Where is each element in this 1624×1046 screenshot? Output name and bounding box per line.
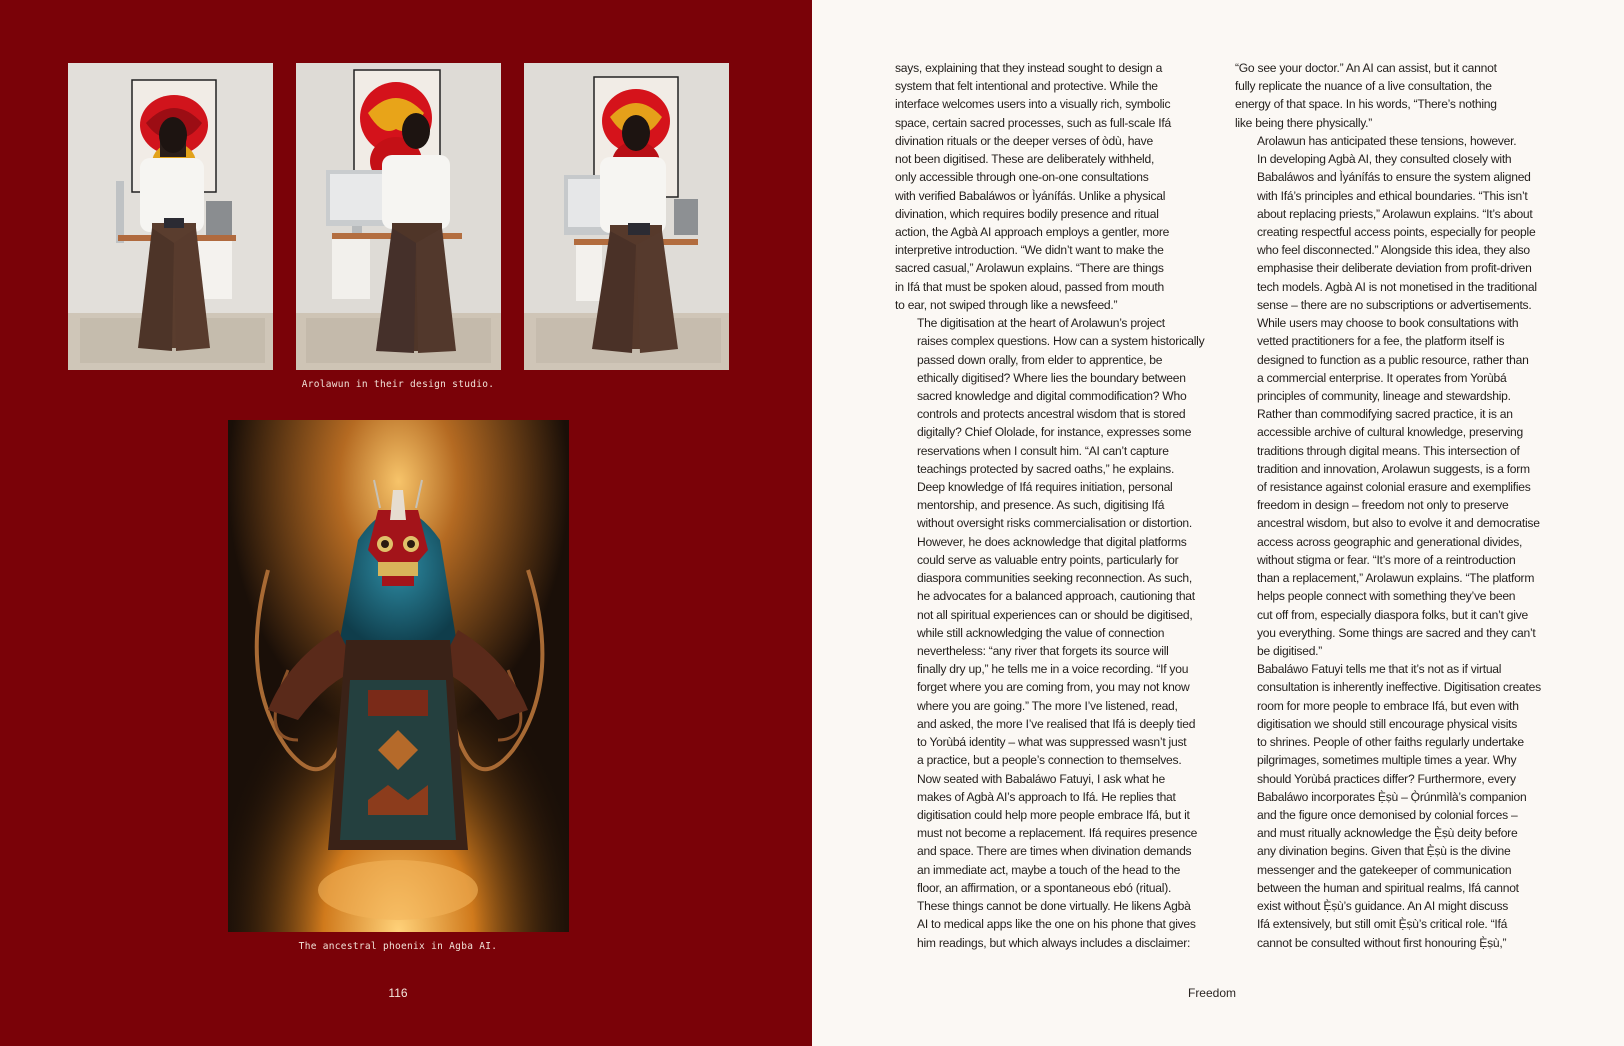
text-line: with Ifá’s principles and ethical boundaries. “This isn’t (1257, 188, 1528, 203)
text-line: creating respectful access points, especially for people (1257, 224, 1536, 239)
paragraph (895, 59, 1215, 314)
text-line: teachings protected by sacred oaths,” he explains. (917, 461, 1175, 476)
text-line: tradition and innovation, Arolawun suggests, is a form (1257, 461, 1530, 476)
text-line: exist without Ẹ̀ṣù’s guidance. An AI might discuss (1257, 899, 1509, 914)
text-line: Babaláwo incorporates Ẹ̀ṣù – Ọ̀rúnmìlà’s companion (1257, 789, 1527, 804)
text-line: divination rituals or the deeper verses of òdù, have (895, 133, 1153, 148)
text-line: with verified Babaláwos or Ìyánífás. Unlike a physical (895, 188, 1166, 203)
text-line: In developing Agbà AI, they consulted closely with (1257, 152, 1512, 167)
text-line: makes of Agbà AI’s approach to Ifá. He replies that (917, 789, 1176, 804)
text-column-1 (895, 59, 1215, 952)
text-line: sense – there are no subscriptions or advertisements. (1257, 297, 1532, 312)
text-line: Ifá extensively, but still omit Ẹ̀ṣù’s critical role. “Ifá (1257, 917, 1508, 932)
text-line: ancestral wisdom, but also to evolve it and democratise (1257, 516, 1540, 531)
text-line: and space. There are times when divination demands (917, 844, 1192, 859)
text-line: space, certain sacred processes, such as full-scale Ifá (895, 115, 1171, 130)
text-line: diaspora communities seeking reconnection. As such, (917, 571, 1192, 586)
text-column-2 (1235, 59, 1565, 952)
text-line: digitisation could help more people embrace Ifá, but it (917, 807, 1190, 822)
text-line: must not become a replacement. Ifá requires presence (917, 826, 1198, 841)
text-line: Deep knowledge of Ifá requires initiation, personal (917, 480, 1173, 495)
paragraph (895, 770, 1215, 952)
phoenix-caption: The ancestral phoenix in Agba AI. (298, 941, 498, 952)
text-line: raises complex questions. How can a system historically (917, 334, 1205, 349)
text-line: be digitised.” (1257, 644, 1323, 658)
text-line: to Yorùbá identity – what was suppressed wasn’t just (917, 735, 1187, 750)
text-line: passed down orally, from elder to apprentice, be (917, 352, 1163, 367)
text-line: Now seated with Babaláwo Fatuyi, I ask what he (917, 771, 1165, 786)
text-line: access across geographic and generational divides, (1257, 534, 1523, 549)
studio-photo-1 (68, 63, 273, 370)
text-line: finally dry up,” he tells me in a voice recording. “If you (917, 662, 1189, 677)
text-line: Rather than commodifying sacred practice, it is an (1257, 407, 1513, 422)
text-line: floor, an affirmation, or a spontaneous ebó (ritual). (917, 880, 1172, 895)
text-line: mentorship, and presence. As such, digitising Ifá (917, 498, 1165, 513)
text-line: digitally? Chief Ololade, for instance, expresses some (917, 425, 1192, 440)
text-line: says, explaining that they instead sought to design a (895, 61, 1163, 75)
text-line: and asked, the more I’ve realised that Ifá is deeply tied (917, 716, 1196, 731)
text-line: who feel disconnected.” Alongside this idea, they also (1257, 243, 1530, 258)
section-folio: Freedom (1187, 986, 1237, 1000)
text-line: divination, which requires bodily presence and ritual (895, 206, 1159, 221)
paragraph (1235, 660, 1565, 952)
text-line: cut off from, especially diaspora folks, but it can’t give (1257, 607, 1528, 622)
text-line: traditions through digital means. This intersection of (1257, 443, 1520, 458)
text-line: The digitisation at the heart of Arolawun’s project (917, 316, 1165, 331)
text-line: messenger and the gatekeeper of communication (1257, 862, 1512, 877)
text-line: Babaláwo Fatuyi tells me that it’s not as if virtual (1257, 662, 1502, 677)
text-line: helps people connect with something they’ve been (1257, 589, 1516, 604)
text-line: While users may choose to book consultations with (1257, 316, 1519, 331)
text-line: an immediate act, maybe a touch of the head to the (917, 862, 1181, 877)
text-line: reservations when I consult him. “AI can’t capture (917, 443, 1169, 458)
text-line: tech models. Agbà AI is not monetised in the traditional (1257, 279, 1537, 294)
ancestral-phoenix-image (228, 420, 569, 932)
text-line: only accessible through one-on-one consultations (895, 170, 1149, 185)
text-line: you everything. Some things are sacred and they can’t (1257, 625, 1536, 640)
text-line: accessible archive of cultural knowledge, preserving (1257, 425, 1523, 440)
text-line: pilgrimages, sometimes multiple times a year. Why (1257, 753, 1517, 768)
text-line: to ear, not swiped through like a newsfeed.” (895, 297, 1118, 312)
paragraph (1235, 132, 1565, 660)
text-line: system that felt intentional and protective. While the (895, 79, 1158, 94)
text-line: emphasise their deliberate deviation from profit-driven (1257, 261, 1532, 276)
text-line: of resistance against colonial erasure and exemplifies (1257, 480, 1531, 495)
paragraph (895, 314, 1215, 769)
text-line: like being there physically.” (1235, 115, 1373, 130)
text-line: should Yorùbá practices differ? Furthermore, every (1257, 771, 1516, 786)
studio-photo-2 (296, 63, 501, 370)
text-line: fully replicate the nuance of a live consultation, the (1235, 79, 1492, 94)
text-line: These things cannot be done virtually. He likens Agbà (917, 899, 1191, 914)
text-line: and the figure once demonised by colonial forces – (1257, 807, 1518, 822)
text-line: room for more people to embrace Ifá, but even with (1257, 698, 1519, 713)
text-line: sacred casual,” Arolawun explains. “There are things (895, 261, 1164, 276)
text-line: in Ifá that must be spoken aloud, passed from mouth (895, 279, 1164, 294)
studio-photo-caption: Arolawun in their design studio. (301, 379, 495, 390)
page-number: 116 (388, 986, 408, 1000)
text-line: sacred knowledge and digital commodification? Who (917, 388, 1187, 403)
text-line: vetted practitioners for a fee, the platform itself is (1257, 334, 1505, 349)
text-line: not all spiritual experiences can or should be digitised, (917, 607, 1193, 622)
text-line: “Go see your doctor.” An AI can assist, but it cannot (1235, 61, 1497, 75)
text-line: not been digitised. These are deliberately withheld, (895, 152, 1155, 167)
text-line: controls and protects ancestral wisdom that is stored (917, 407, 1186, 422)
text-line: a practice, but a people’s connection to themselves. (917, 753, 1182, 768)
text-line: freedom in design – freedom not only to preserve (1257, 498, 1509, 513)
text-line: principles of community, lineage and stewardship. (1257, 388, 1511, 403)
text-line: However, he does acknowledge that digital platforms (917, 534, 1187, 549)
text-line: interpretive introduction. “We didn’t want to make the (895, 243, 1164, 258)
text-line: a commercial enterprise. It operates from Yorùbá (1257, 370, 1507, 385)
text-line: interface welcomes users into a visually rich, symbolic (895, 97, 1171, 112)
text-line: where you are going.” The more I’ve listened, read, (917, 698, 1178, 713)
text-line: AI to medical apps like the one on his phone that gives (917, 917, 1196, 932)
studio-photo-3 (524, 63, 729, 370)
text-line: than a replacement,” Arolawun explains. “The platform (1257, 571, 1535, 586)
text-line: him readings, but which always includes a disclaimer: (917, 935, 1191, 950)
text-line: forget where you are coming from, you may not know (917, 680, 1190, 695)
text-line: cannot be consulted without first honouring Ẹ̀ṣù,” (1257, 935, 1507, 950)
text-line: energy of that space. In his words, “There’s nothing (1235, 97, 1497, 112)
text-line: could serve as valuable entry points, particularly for (917, 552, 1179, 567)
text-line: designed to function as a public resource, rather than (1257, 352, 1529, 367)
text-line: without oversight risks commercialisation or distortion. (917, 516, 1193, 531)
text-line: Babaláwos and Ìyánífás to ensure the system aligned (1257, 170, 1531, 185)
text-line: action, the Agbà AI approach employs a gentler, more (895, 224, 1170, 239)
text-line: without stigma or fear. “It’s more of a reintroduction (1257, 552, 1516, 567)
text-line: ethically digitised? Where lies the boundary between (917, 370, 1186, 385)
text-line: while still acknowledging the value of connection (917, 625, 1165, 640)
paragraph (1235, 59, 1565, 132)
text-line: about replacing priests,” Arolawun explains. “It’s about (1257, 206, 1533, 221)
text-line: and must ritually acknowledge the Ẹ̀ṣù deity before (1257, 826, 1518, 841)
text-line: digitisation we should still encourage physical visits (1257, 716, 1518, 731)
text-line: to shrines. People of other faiths regularly undertake (1257, 735, 1524, 750)
text-line: nevertheless: “any river that forgets its source will (917, 644, 1169, 658)
text-line: between the human and spiritual realms, Ifá cannot (1257, 880, 1519, 895)
text-line: he advocates for a balanced approach, cautioning that (917, 589, 1195, 604)
text-line: Arolawun has anticipated these tensions, however. (1257, 133, 1517, 148)
text-line: consultation is inherently ineffective. Digitisation creates (1257, 680, 1541, 695)
text-line: any divination begins. Given that Ẹ̀ṣù is the divine (1257, 844, 1511, 859)
